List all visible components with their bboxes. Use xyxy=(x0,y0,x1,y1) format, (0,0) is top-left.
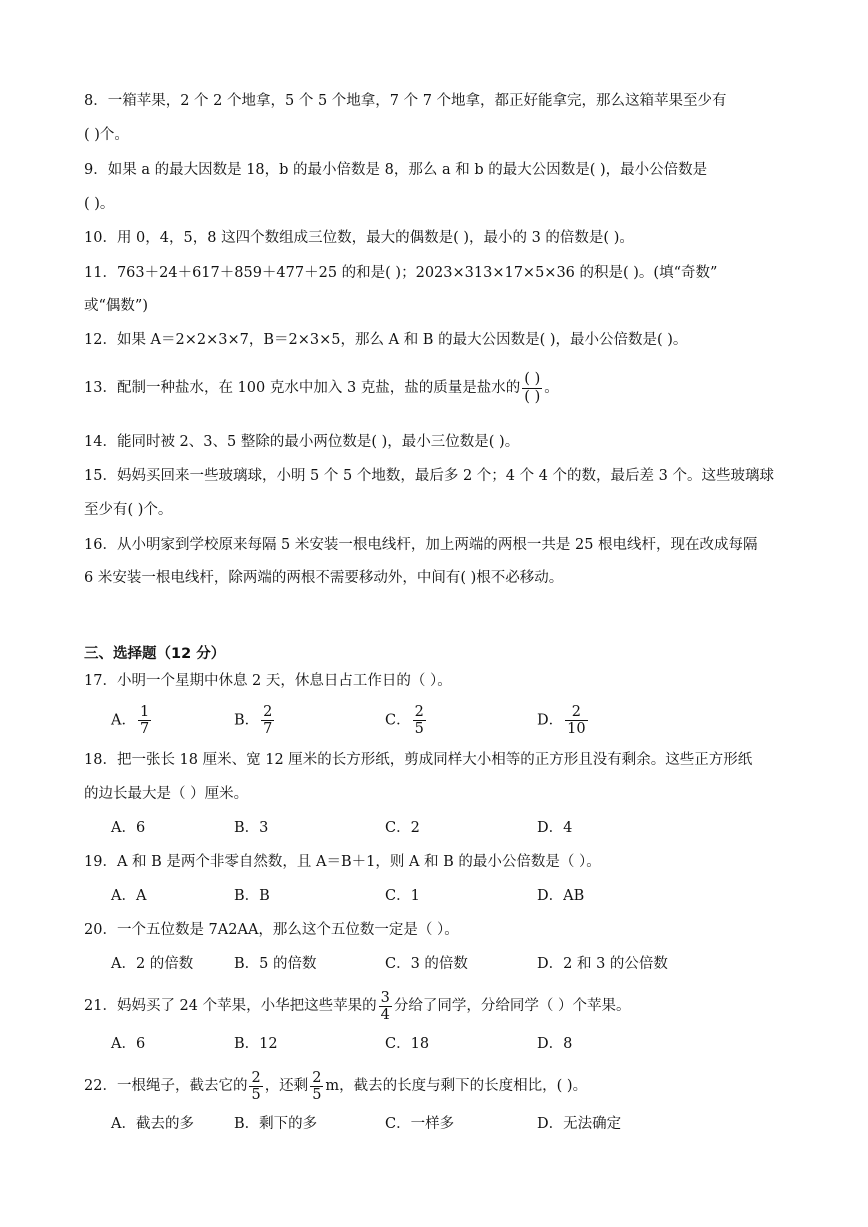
option-19-d[interactable]: D．AB xyxy=(537,888,585,904)
option-18-d[interactable]: D．4 xyxy=(537,820,573,836)
numerator: 3 xyxy=(380,989,390,1006)
denominator: 10 xyxy=(567,721,586,737)
option-20-a[interactable]: A．2 的倍数 xyxy=(111,956,194,972)
numerator: 2 xyxy=(251,1069,261,1086)
question-15-line-1: 15．妈妈买回来一些玻璃球，小明 5 个 5 个地数，最后多 2 个；4 个 4 个的数，最后差 3 个。这些玻璃球 xyxy=(84,468,774,484)
numerator: 2 xyxy=(312,1069,322,1086)
question-9-line-1: 9．如果 a 的最大因数是 18，b 的最小倍数是 8，那么 a 和 b 的最大公因数是( )，最小公倍数是 xyxy=(84,162,708,178)
numerator: 2 xyxy=(414,704,424,720)
option-21-d[interactable]: D．8 xyxy=(537,1036,573,1052)
question-21 xyxy=(84,986,630,1026)
section-title: 三、选择题（12 分） xyxy=(84,646,226,662)
question-10: 10．用 0，4，5，8 这四个数组成三位数，最大的偶数是( )，最小的 3 的倍数是( )。 xyxy=(84,230,634,246)
numerator: 2 xyxy=(263,704,273,720)
denominator: 7 xyxy=(263,721,273,737)
fraction-3-4 xyxy=(379,990,392,1023)
option-21-c[interactable]: C．18 xyxy=(385,1036,430,1052)
option-20-b[interactable]: B．5 的倍数 xyxy=(234,956,317,972)
option-21-a[interactable]: A．6 xyxy=(111,1036,146,1052)
question-9-line-2: ( )。 xyxy=(84,196,115,212)
denominator: 5 xyxy=(414,721,424,737)
denominator: 4 xyxy=(380,1006,390,1023)
option-label: A． xyxy=(111,712,136,729)
option-17-c[interactable] xyxy=(385,704,428,737)
denominator: 5 xyxy=(251,1086,261,1103)
numerator: 1 xyxy=(139,704,150,720)
option-label: C． xyxy=(385,712,411,729)
denominator: 7 xyxy=(139,721,150,737)
question-11-line-1: 11．763＋24＋617＋859＋477＋25 的和是( )；2023×313×17×5×36 的积是( )。(填“奇数” xyxy=(84,265,718,281)
question-14: 14．能同时被 2、3、5 整除的最小两位数是( )，最小三位数是( )。 xyxy=(84,434,520,450)
question-17: 17．小明一个星期中休息 2 天，休息日占工作日的（ ）。 xyxy=(84,673,452,689)
option-22-d[interactable]: D．无法确定 xyxy=(537,1116,622,1132)
option-19-a[interactable]: A．A xyxy=(111,888,147,904)
option-17-a[interactable] xyxy=(111,704,153,737)
fraction-2-5-m xyxy=(310,1070,323,1103)
question-13 xyxy=(84,365,559,411)
question-18-line-1: 18．把一张长 18 厘米、宽 12 厘米的长方形纸，剪成同样大小相等的正方形且没有剩余。这些正方形纸 xyxy=(84,752,753,768)
question-20: 20．一个五位数是 7A2AA，那么这个五位数一定是（ ）。 xyxy=(84,922,459,938)
question-22 xyxy=(84,1066,587,1106)
denominator: 5 xyxy=(312,1086,322,1103)
option-17-b[interactable] xyxy=(234,704,276,737)
question-19: 19．A 和 B 是两个非零自然数，且 A＝B＋1，则 A 和 B 的最小公倍数是（ ）。 xyxy=(84,854,601,870)
fraction-numerator-blank: ( ) xyxy=(524,370,541,387)
question-8-line-2: ( )个。 xyxy=(84,127,129,143)
option-18-a[interactable]: A．6 xyxy=(111,820,146,836)
option-22-c[interactable]: C．一样多 xyxy=(385,1116,455,1132)
question-13-text: 13．配制一种盐水，在 100 克水中加入 3 克盐，盐的质量是盐水的 xyxy=(84,380,521,396)
fraction-denominator-blank: ( ) xyxy=(524,388,541,405)
question-16-line-2: 6 米安装一根电线杆，除两端的两根不需要移动外，中间有( )根不必移动。 xyxy=(84,570,564,586)
option-fraction xyxy=(565,704,587,737)
option-20-d[interactable]: D．2 和 3 的公倍数 xyxy=(537,956,668,972)
question-18-line-2: 的边长最大是（ ）厘米。 xyxy=(84,786,249,802)
option-17-d[interactable] xyxy=(537,704,590,737)
option-label: B． xyxy=(234,712,260,729)
option-fraction xyxy=(261,704,274,737)
option-18-c[interactable]: C．2 xyxy=(385,820,420,836)
option-22-a[interactable]: A．截去的多 xyxy=(111,1116,194,1132)
question-21-end: 分给了同学，分给同学（ ）个苹果。 xyxy=(393,998,631,1014)
numerator: 2 xyxy=(565,704,587,721)
option-20-c[interactable]: C．3 的倍数 xyxy=(385,956,468,972)
option-18-b[interactable]: B．3 xyxy=(234,820,269,836)
option-19-b[interactable]: B．B xyxy=(234,888,270,904)
option-22-b[interactable]: B．剩下的多 xyxy=(234,1116,318,1132)
question-13-end: 。 xyxy=(544,380,559,396)
question-21-text: 21．妈妈买了 24 个苹果，小华把这些苹果的 xyxy=(84,998,377,1014)
answer-fraction-blank xyxy=(522,371,542,406)
question-15-line-2: 至少有( )个。 xyxy=(84,502,173,518)
option-fraction xyxy=(413,704,426,737)
question-12: 12．如果 A＝2×2×3×7，B＝2×3×5，那么 A 和 B 的最大公因数是( )，最小公倍数是( )。 xyxy=(84,332,688,348)
question-8-line-1: 8．一箱苹果，2 个 2 个地拿，5 个 5 个地拿，7 个 7 个地拿，都正好能拿完，那么这箱苹果至少有 xyxy=(84,93,727,109)
option-fraction xyxy=(138,704,151,737)
question-11-line-2: 或“偶数”) xyxy=(84,298,148,314)
fraction-2-5 xyxy=(249,1070,262,1103)
option-21-b[interactable]: B．12 xyxy=(234,1036,278,1052)
question-16-line-1: 16．从小明家到学校原来每隔 5 米安装一根电线杆，加上两端的两根一共是 25 根电线杆，现在改成每隔 xyxy=(84,537,758,553)
option-19-c[interactable]: C．1 xyxy=(385,888,420,904)
question-22-mid: ，还剩 xyxy=(264,1078,309,1094)
question-22-text: 22．一根绳子，截去它的 xyxy=(84,1078,248,1094)
option-label: D． xyxy=(537,712,564,729)
question-22-end: m，截去的长度与剩下的长度相比，( )。 xyxy=(325,1078,588,1094)
